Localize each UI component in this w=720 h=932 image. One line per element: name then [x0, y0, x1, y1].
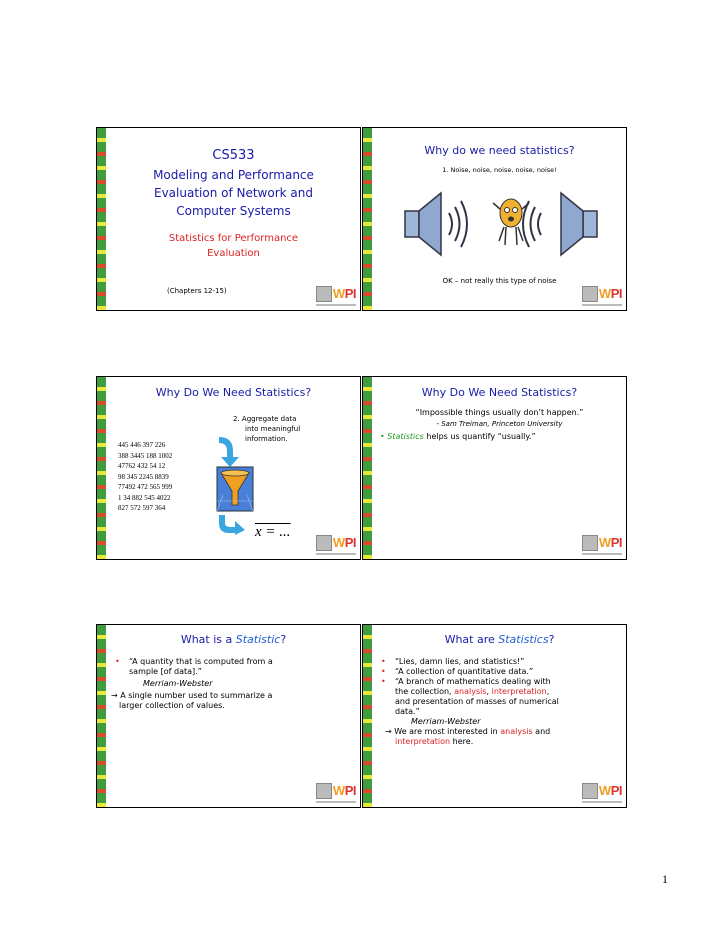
bullet-icon: • [380, 432, 385, 441]
bullet-icon: • [381, 657, 386, 666]
slide-title: What are Statistics? [444, 633, 555, 646]
slide-strip [97, 625, 106, 807]
left-speaker-icon [405, 193, 441, 255]
wpi-logo: WPI [316, 783, 356, 803]
logo-building-icon [316, 783, 332, 799]
bullet-icon: • [381, 677, 386, 686]
arrow-down-icon [219, 515, 245, 535]
course-code: CS533 [212, 148, 255, 163]
slide-strip [363, 128, 372, 310]
subtitle-line: Statistics for Performance [168, 233, 299, 244]
interest-arrow: → We are most interested in analysis and interpretation here. [385, 727, 551, 746]
slide-1 [96, 127, 361, 311]
quote-author: - Sam Treiman, Princeton University [436, 420, 563, 428]
chapters: (Chapters 12-15) [167, 287, 227, 295]
wpi-logo: WPI [582, 535, 622, 555]
bullet-statistics: • Statistics helps us quantify “usually.” [380, 432, 536, 441]
summary-arrow: → A single number used to summarize a larger collection of values. [111, 691, 273, 710]
slide-strip [97, 128, 106, 310]
source: Merriam-Webster [411, 717, 481, 726]
wpi-logo: WPI [316, 286, 356, 306]
definition-bullet: • “A quantity that is computed from a sample [of data].” [115, 657, 273, 676]
page-number: 1 [662, 872, 668, 886]
speaker-noise-illustration [401, 183, 601, 273]
slide-strip [363, 625, 372, 807]
slide-strip [97, 377, 106, 559]
bullet-icon: • [115, 657, 120, 666]
logo-building-icon [582, 286, 598, 302]
sound-waves-icon [523, 201, 541, 247]
definitions-list: • “Lies, damn lies, and statistics!” • “A collection of quantitative data.” • “A branch of mathematics dealing with the collection, analysis, interpretation, and presentation of masses of numerical data.” Merriam-Webster → We are most interested in analysis and interpretation here. [381, 657, 621, 747]
wpi-logo: WPI [316, 535, 356, 555]
quote: “Impossible things usually don’t happen.” [415, 408, 584, 417]
course-title [107, 166, 360, 220]
slide-5 [96, 624, 361, 808]
slide-title: Why do we need statistics? [424, 144, 575, 157]
source: Merriam-Webster [143, 679, 213, 688]
title-line: Computer Systems [176, 204, 291, 218]
logo-building-icon [316, 286, 332, 302]
arrow-down-icon [219, 437, 239, 467]
slide-title: Why Do We Need Statistics? [155, 386, 312, 399]
wpi-logo: WPI [582, 783, 622, 803]
title-line: Modeling and Performance [153, 168, 314, 182]
sound-waves-icon [449, 201, 467, 247]
slide-4 [362, 376, 627, 560]
aggregate-note: 2. Aggregate data into meaningful information. [233, 415, 301, 443]
logo-building-icon [582, 783, 598, 799]
logo-building-icon [316, 535, 332, 551]
slide-strip [363, 377, 372, 559]
slide-6 [362, 624, 627, 808]
noise-caption: OK – not really this type of noise [442, 277, 557, 285]
noise-point: 1. Noise, noise, noise, noise, noise! [442, 166, 557, 174]
right-speaker-icon [561, 193, 597, 255]
raw-numbers: 445 446 397 226 388 3445 188 1002 47762 432 54 12 98 345 2245 8839 77492 472 565 999 1 34 882 545 4022 827 572 597 364 [118, 441, 173, 512]
subtitle-line: Evaluation [207, 248, 260, 259]
bullet-icon: • [381, 667, 386, 676]
slide-3 [96, 376, 361, 560]
funnel-illustration [205, 435, 265, 535]
slide-title: Why Do We Need Statistics? [421, 386, 578, 399]
logo-building-icon [582, 535, 598, 551]
slide-title: What is a Statistic? [180, 633, 287, 646]
slide-2 [362, 127, 627, 311]
mean-formula: x = ... [255, 524, 291, 540]
wpi-logo: WPI [582, 286, 622, 306]
title-line: Evaluation of Network and [153, 186, 313, 200]
subtitle [107, 231, 360, 261]
